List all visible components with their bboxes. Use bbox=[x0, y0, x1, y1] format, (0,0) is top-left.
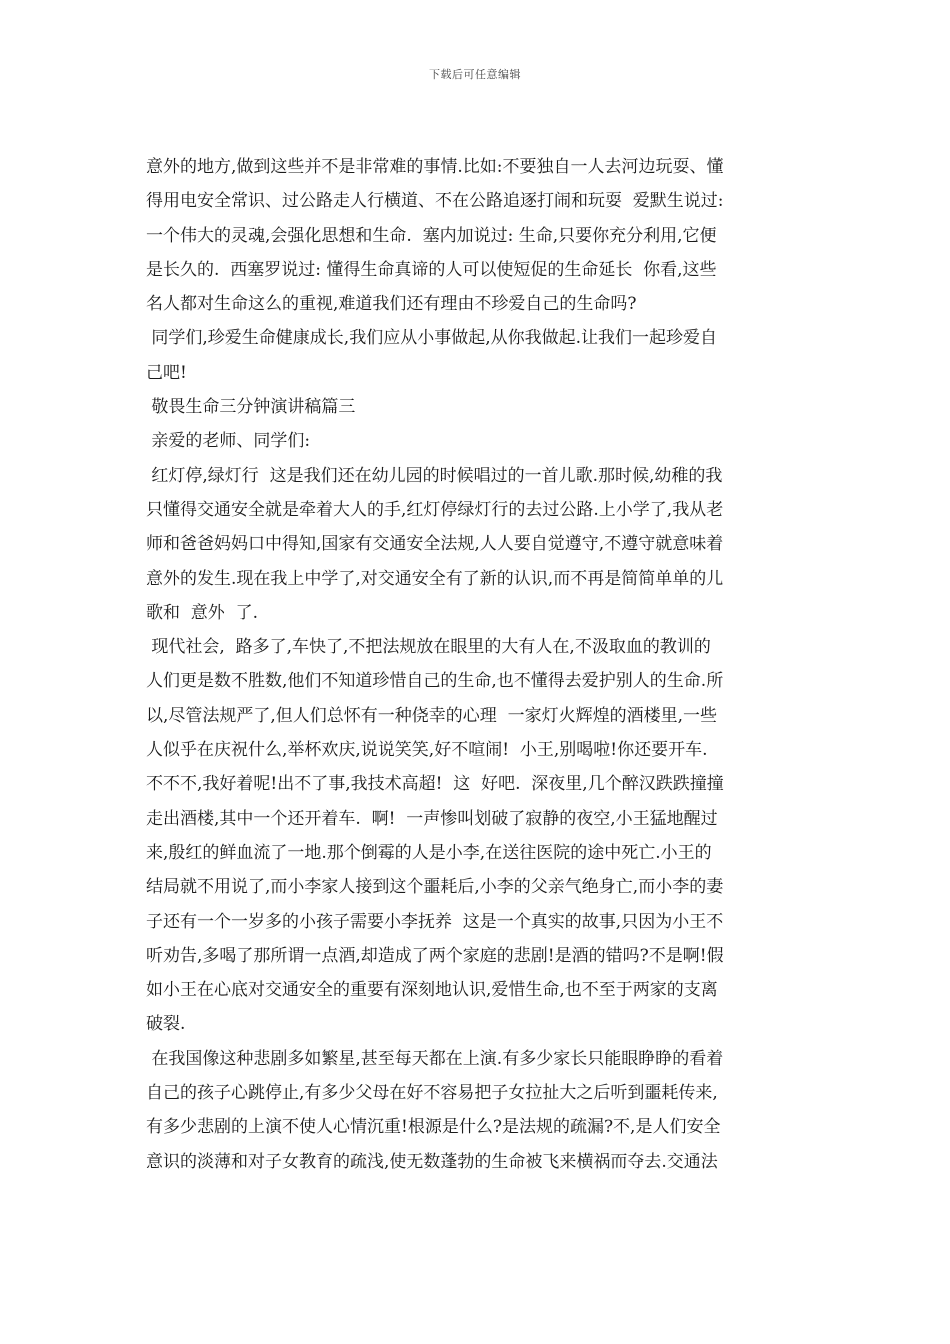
text-line: 意外的地方,做到这些并不是非常难的事情.比如:不要独自一人去河边玩耍、懂 bbox=[146, 157, 724, 177]
text-line: 意识的淡薄和对子女教育的疏浅,使无数蓬勃的生命被飞来横祸而夺去.交通法 bbox=[146, 1151, 718, 1172]
text-line: 名人都对生命这么的重视,难道我们还有理由不珍爱自己的生命吗? bbox=[146, 294, 637, 315]
text-line: 子还有一个一岁多的小孩子需要小李抚养 这是一个真实的故事,只因为小王不 bbox=[146, 911, 724, 932]
text-line: 听劝告,多喝了那所谓一点酒,却造成了两个家庭的悲剧!是酒的错吗?不是啊!假 bbox=[146, 945, 724, 966]
text-line: 以,尽管法规严了,但人们总怀有一种侥幸的心理 一家灯火辉煌的酒楼里,一些 bbox=[146, 705, 718, 726]
text-line: 人似乎在庆祝什么,举杯欢庆,说说笑笑,好不喧闹! 小王,别喝啦!你还要开车. bbox=[146, 740, 708, 761]
text-line: 意外的发生.现在我上中学了,对交通安全有了新的认识,而不再是简简单单的儿 bbox=[146, 568, 724, 589]
text-line: 红灯停,绿灯行 这是我们还在幼儿园的时候唱过的一首儿歌.那时候,幼稚的我 bbox=[146, 465, 723, 486]
text-line: 在我国像这种悲剧多如繁星,甚至每天都在上演.有多少家长只能眼睁睁的看着 bbox=[146, 1048, 724, 1069]
text-line: 走出酒楼,其中一个还开着车. 啊! 一声惨叫划破了寂静的夜空,小王猛地醒过 bbox=[146, 808, 718, 829]
text-line: 己吧! bbox=[146, 362, 187, 383]
text-line: 一个伟大的灵魂,会强化思想和生命. 塞内加说过: 生命,只要你充分利用,它便 bbox=[146, 225, 717, 246]
text-line: 不不不,我好着呢!出不了事,我技术高超! 这 好吧. 深夜里,几个醉汉跌跌撞撞 bbox=[146, 774, 724, 795]
text-line: 歌和 意外 了. bbox=[146, 602, 259, 623]
text-line: 来,殷红的鲜血流了一地.那个倒霉的人是小李,在送往医院的途中死亡.小王的 bbox=[146, 842, 712, 863]
text-line: 同学们,珍爱生命健康成长,我们应从小事做起,从你我做起.让我们一起珍爱自 bbox=[146, 328, 718, 349]
text-line: 自己的孩子心跳停止,有多少父母在好不容易把子女拉扯大之后听到噩耗传来, bbox=[146, 1083, 718, 1104]
document-body bbox=[146, 150, 808, 1179]
text-line: 破裂. bbox=[146, 1014, 186, 1035]
page-header: 下载后可任意编辑 bbox=[429, 68, 521, 81]
text-line: 结局就不用说了,而小李家人接到这个噩耗后,小李的父亲气绝身亡,而小李的妻 bbox=[146, 877, 724, 898]
text-line: 如小王在心底对交通安全的重要有深刻地认识,爱惜生命,也不至于两家的支离 bbox=[146, 980, 718, 1001]
text-line: 现代社会, 路多了,车快了,不把法规放在眼里的大有人在,不汲取血的教训的 bbox=[146, 637, 711, 658]
salutation: 亲爱的老师、同学们: bbox=[146, 431, 311, 452]
text-line: 得用电安全常识、过公路走人行横道、不在公路追逐打闹和玩耍 爱默生说过: bbox=[146, 191, 724, 212]
text-line: 是长久的. 西塞罗说过: 懂得生命真谛的人可以使短促的生命延长 你看,这些 bbox=[146, 259, 717, 280]
text-line: 师和爸爸妈妈口中得知,国家有交通安全法规,人人要自觉遵守,不遵守就意味着 bbox=[146, 534, 724, 555]
text-line: 有多少悲剧的上演不使人心情沉重!根源是什么?是法规的疏漏?不,是人们安全 bbox=[146, 1117, 721, 1138]
section-title: 敬畏生命三分钟演讲稿篇三 bbox=[146, 397, 356, 418]
text-line: 只懂得交通安全就是牵着大人的手,红灯停绿灯行的去过公路.上小学了,我从老 bbox=[146, 499, 724, 520]
text-line: 人们更是数不胜数,他们不知道珍惜自己的生命,也不懂得去爱护别人的生命.所 bbox=[146, 671, 724, 692]
